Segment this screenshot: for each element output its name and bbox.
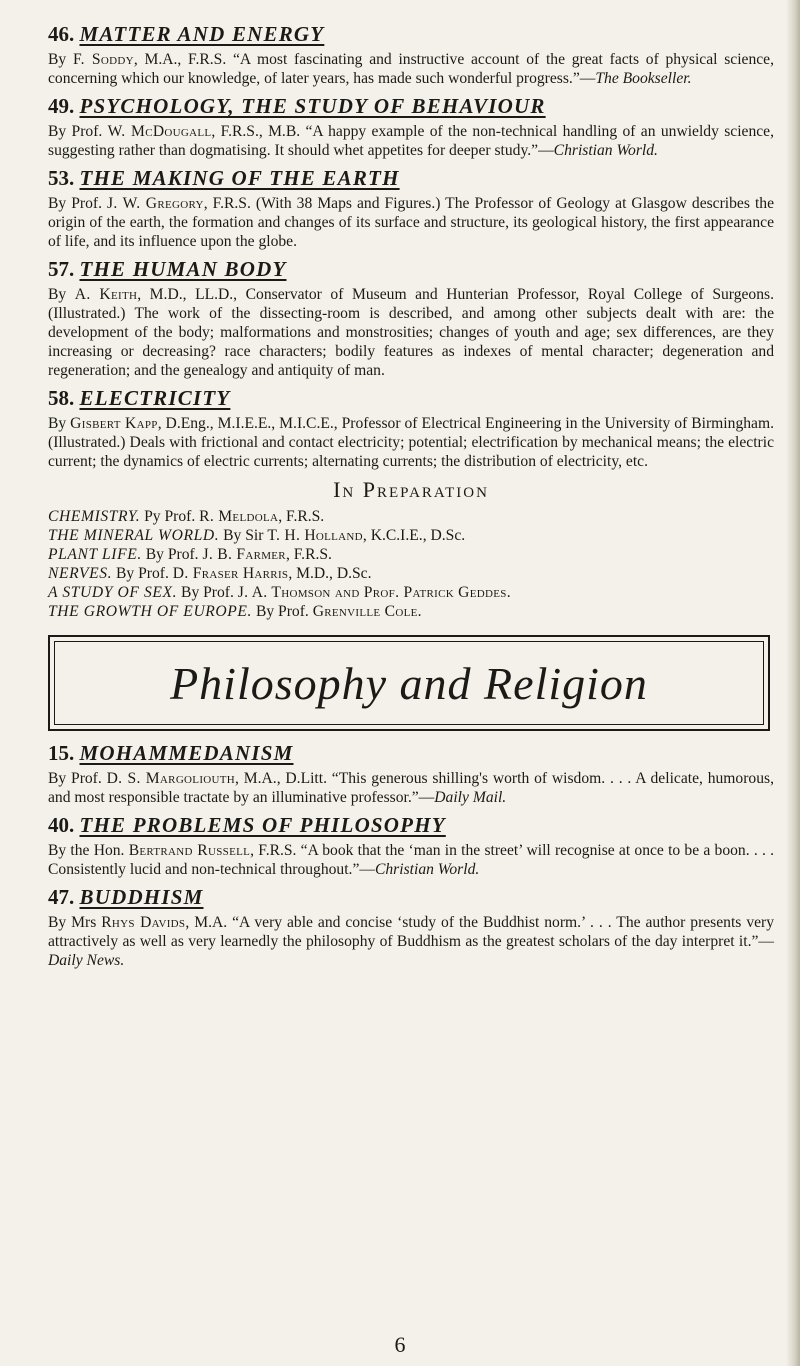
entry-number: 49. <box>48 94 75 118</box>
intro-text: By F. Soddy, M.A., F.R.S. “A most fascinating and instructive account of the great facts of physical science, concerning which our knowledge, of later years, has made such wonderful progress.”—The Bookseller. <box>48 51 774 87</box>
prep-rest: , M.D., D.Sc. <box>288 565 372 582</box>
prep-title: PLANT LIFE. <box>48 546 142 563</box>
prep-title: A STUDY OF SEX. <box>48 584 178 601</box>
entry-title: THE MAKING OF THE EARTH <box>79 166 400 190</box>
entry-source: Christian World. <box>374 861 480 878</box>
prep-author: Grenville Cole <box>312 603 418 620</box>
entry-author: D. S. Margoliouth <box>106 770 236 787</box>
entry-pre: By Prof. <box>48 123 108 140</box>
entry-body: , M.D., LL.D., Conservator of Museum and Hunterian Professor, Royal College of Surgeons. (Illustrated.) The work of the dissecting-room is described, and among other subjects dealt with are: the development of the body; malformations and monstrosities; changes of youth and age; sex differences, are they increasing or decreasing? race characters; bodily features as indexes of mental character; degeneration and regeneration; and the genealogy and antiquity of man. <box>48 286 774 379</box>
entry-number: 58. <box>48 386 75 410</box>
entry-heading <box>48 94 774 118</box>
prep-by: By Prof. <box>177 584 238 601</box>
prep-by: Py Prof. <box>140 508 200 525</box>
entry-title: MOHAMMEDANISM <box>79 741 294 765</box>
entry-author: Rhys Davids <box>101 914 186 931</box>
entry-pre: By the Hon. <box>48 842 129 859</box>
prep-title: NERVES. <box>48 565 113 582</box>
list-item <box>48 602 774 621</box>
prep-rest: , K.C.I.E., D.Sc. <box>362 527 466 544</box>
entry-text <box>48 194 774 251</box>
entry-heading <box>48 386 774 410</box>
section-title: Philosophy and Religion <box>170 657 648 709</box>
catalogue-entry <box>48 386 774 471</box>
entry-author: W. McDougall <box>107 123 212 140</box>
prep-author: T. H. Holland <box>267 527 363 544</box>
entry-body: , D.Eng., M.I.E.E., M.I.C.E., Professor of Electrical Engineering in the University of Birmingham. (Illustrated.) Deals with frictional and contact electricity; potential; electrification by mechanical means; the electric current; the dynamics of electric currents; alternating currents; the distribution of electricity, etc. <box>48 415 774 470</box>
prep-rest: . <box>506 584 511 601</box>
entry-body: , M.A., D.Litt. “This generous shilling's worth of wisdom. . . . A delicate, humorous, and most responsible tractate by an illuminative professor.”— <box>48 770 774 806</box>
prep-title: CHEMISTRY. <box>48 508 141 525</box>
list-item <box>48 545 774 564</box>
in-preparation-heading: In Preparation <box>333 477 489 502</box>
page-header-title: MATTER AND ENERGY <box>79 22 325 46</box>
entry-text <box>48 769 774 807</box>
entry-source: Daily Mail. <box>434 789 507 806</box>
entry-heading <box>48 257 774 281</box>
intro-source: The Bookseller. <box>595 70 692 87</box>
entry-title: BUDDHISM <box>79 885 204 909</box>
entry-body: , F.R.S. (With 38 Maps and Figures.) The Professor of Geology at Glasgow describes the origin of the earth, the formation and changes of its surface and structure, its geological history, the first appearance of life, and its influence upon the globe. <box>48 195 775 250</box>
entry-source: Daily News. <box>48 952 125 969</box>
entry-number: 57. <box>48 257 75 281</box>
entry-heading <box>48 166 774 190</box>
footer-page-number: 6 <box>394 1332 406 1357</box>
prep-author: J. A. Thomson and Prof. Patrick Geddes <box>237 584 507 601</box>
entry-author: A. Keith <box>74 286 138 303</box>
list-item <box>48 583 774 602</box>
entry-number: 53. <box>48 166 75 190</box>
prep-by: By Prof. <box>252 603 313 620</box>
catalogue-entry <box>48 885 774 970</box>
intro-author: F. Soddy <box>72 51 134 68</box>
list-item <box>48 564 774 583</box>
prep-rest: . <box>417 603 422 620</box>
entry-number: 15. <box>48 741 75 765</box>
prep-author: R. Meldola <box>199 508 279 525</box>
entry-pre: By <box>48 415 71 432</box>
entry-text <box>48 285 774 380</box>
catalogue-entry <box>48 166 774 251</box>
entry-title: THE PROBLEMS OF PHILOSOPHY <box>79 813 446 837</box>
in-preparation-section <box>48 477 774 621</box>
prep-author: D. Fraser Harris <box>172 565 289 582</box>
list-item <box>48 526 774 545</box>
entry-number: 40. <box>48 813 75 837</box>
prep-author: J. B. Farmer <box>202 546 286 563</box>
entry-body: , M.A. “A very able and concise ‘study of the Buddhist norm.’ . . . The author presents very attractively as well as very learnedly the philosophy of Buddhism as the greatest scholars of the day interpret it.”— <box>48 914 775 950</box>
prep-rest: , F.R.S. <box>278 508 325 525</box>
entry-body: , F.R.S. “A book that the ‘man in the street’ will recognise at once to be a boon. . . . Consistently lucid and non-technical throughout.”— <box>48 842 774 878</box>
prep-title: THE GROWTH OF EUROPE. <box>48 603 253 620</box>
entry-source: Christian World. <box>553 142 658 159</box>
catalogue-entry <box>48 257 774 380</box>
in-preparation-list <box>48 507 774 621</box>
catalogue-entry <box>48 813 774 879</box>
page-header <box>48 22 774 46</box>
prep-by: By Prof. <box>141 546 203 563</box>
prep-by: By Prof. <box>112 565 173 582</box>
entry-number: 47. <box>48 885 75 909</box>
entry-title: ELECTRICITY <box>79 386 231 410</box>
entry-text <box>48 414 774 471</box>
entry-text <box>48 122 774 160</box>
prep-title: THE MINERAL WORLD. <box>48 527 220 544</box>
entry-author: J. W. Gregory <box>107 195 204 212</box>
list-item <box>48 507 774 526</box>
prep-by: By Sir <box>219 527 268 544</box>
entry-heading <box>48 741 774 765</box>
entry-body: , F.R.S., M.B. “A happy example of the non-technical handling of an unwieldy science, suggesting rather than dogmatising. It should whet appetites for deeper study.”— <box>48 123 774 159</box>
entry-heading <box>48 885 774 909</box>
prep-rest: , F.R.S. <box>285 546 332 563</box>
page-number: 46. <box>48 22 75 46</box>
entry-pre: By Prof. <box>48 195 108 212</box>
entry-author: Gisbert Kapp <box>70 415 158 432</box>
catalogue-entry <box>48 741 774 807</box>
page-content <box>48 22 774 976</box>
entry-title: THE HUMAN BODY <box>79 257 287 281</box>
catalogue-entry <box>48 94 774 160</box>
page-edge-shadow <box>786 0 800 1366</box>
section-title-frame <box>54 641 764 725</box>
entry-pre: By Mrs <box>48 914 102 931</box>
entry-pre: By <box>48 286 75 303</box>
entry-title: PSYCHOLOGY, THE STUDY OF BEHAVIOUR <box>79 94 546 118</box>
entry-heading <box>48 813 774 837</box>
entry-text <box>48 913 774 970</box>
section-title-box <box>48 635 770 731</box>
entry-text <box>48 841 774 879</box>
intro-body: , M.A., F.R.S. “A most fascinating and instructive account of the great facts of physical science, concerning which our knowledge, of later years, has made such wonderful progress.”— <box>48 51 774 87</box>
entry-pre: By Prof. <box>48 770 107 787</box>
entry-author: Bertrand Russell <box>128 842 251 859</box>
